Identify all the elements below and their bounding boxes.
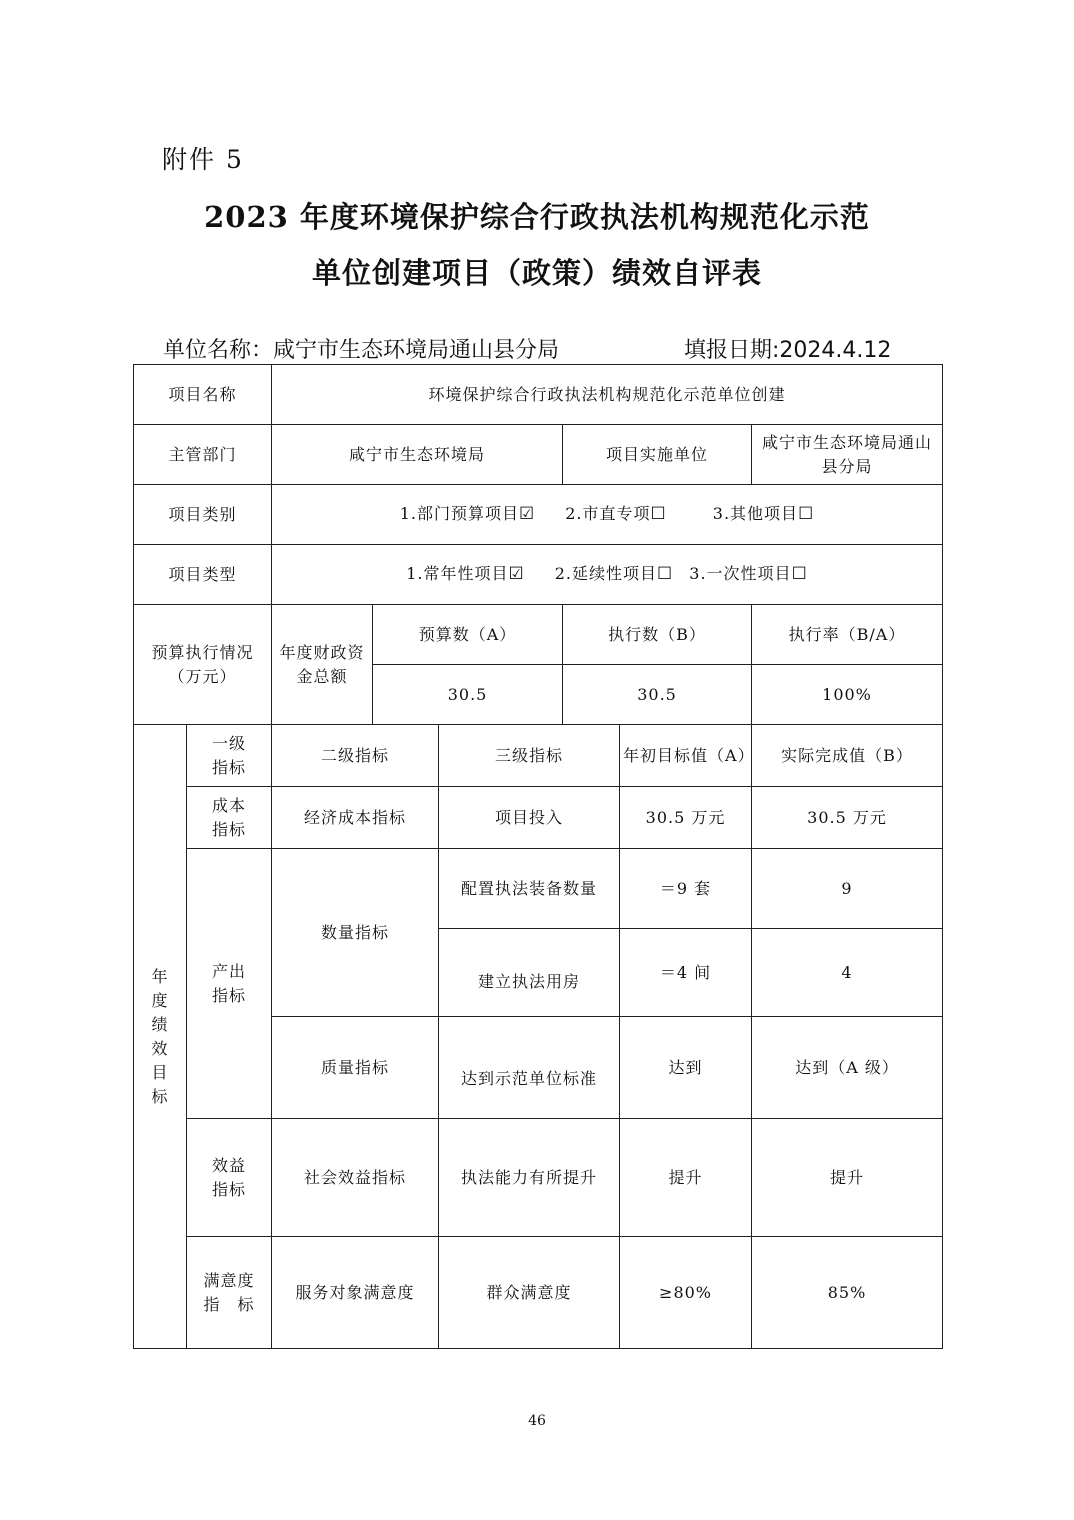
annual-funds-label: 年度财政资金总额 (272, 605, 373, 725)
level1-header: 一级指标 (187, 725, 272, 787)
cost-level2: 经济成本指标 (272, 787, 439, 849)
empty-box-icon: ☐ (798, 503, 815, 524)
row-category (134, 485, 943, 545)
row-department (134, 425, 943, 485)
benefit-target: 提升 (620, 1119, 752, 1237)
empty-box-icon: ☐ (650, 503, 667, 524)
rate-value: 100% (752, 665, 943, 725)
level3-header: 三级指标 (439, 725, 620, 787)
budget-a-value: 30.5 (373, 665, 563, 725)
q1-target: ＝9 套 (620, 849, 752, 929)
exec-b-value: 30.5 (563, 665, 752, 725)
page-title-line1: 2023 年度环境保护综合行政执法机构规范化示范 (204, 200, 870, 234)
row-goal-header (134, 725, 943, 787)
cost-actual: 30.5 万元 (752, 787, 943, 849)
row-satisfaction (134, 1237, 943, 1349)
actual-header: 实际完成值（B） (752, 725, 943, 787)
output-label: 产出指标 (187, 849, 272, 1119)
level2-header: 二级指标 (272, 725, 439, 787)
exec-b-label: 执行数（B） (563, 605, 752, 665)
page-number: 46 (528, 1413, 546, 1429)
row-benefit (134, 1119, 943, 1237)
category-options (272, 485, 943, 545)
quality-label: 质量指标 (272, 1017, 439, 1119)
cost-label: 成本指标 (187, 787, 272, 849)
satisfaction-target: ≥80% (620, 1237, 752, 1349)
satisfaction-label: 满意度指 标 (187, 1237, 272, 1349)
category-option-2: 2.市直专项 (565, 503, 651, 523)
budget-a-label: 预算数（A） (373, 605, 563, 665)
quality-target: 达到 (620, 1017, 752, 1119)
quality-level3: 达到示范单位标准 (439, 1017, 620, 1119)
row-cost (134, 787, 943, 849)
fill-date: 填报日期:2024.4.12 (684, 338, 892, 363)
benefit-label: 效益指标 (187, 1119, 272, 1237)
benefit-actual: 提升 (752, 1119, 943, 1237)
unit-name: 单位名称：咸宁市生态环境局通山县分局 (163, 338, 560, 363)
empty-box-icon: ☐ (657, 563, 674, 584)
q2-level3: 建立执法用房 (439, 929, 620, 1017)
type-option-2: 2.延续性项目 (554, 563, 658, 583)
quantity-label: 数量指标 (272, 849, 439, 1017)
category-option-1: 1.部门预算项目 (399, 503, 519, 523)
quality-actual: 达到（A 级） (752, 1017, 943, 1119)
dept-label: 主管部门 (134, 425, 272, 485)
row-quantity-1 (134, 849, 943, 929)
checked-box-icon: ☑ (519, 503, 536, 524)
q1-actual: 9 (752, 849, 943, 929)
satisfaction-actual: 85% (752, 1237, 943, 1349)
evaluation-table (133, 364, 943, 1349)
cost-level3: 项目投入 (439, 787, 620, 849)
category-option-3: 3.其他项目 (712, 503, 799, 523)
budget-label: 预算执行情况（万元） (134, 605, 272, 725)
row-project-name (134, 365, 943, 425)
type-options (272, 545, 943, 605)
impl-value: 咸宁市生态环境局通山县分局 (752, 425, 943, 485)
page-title-line2: 单位创建项目（政策）绩效自评表 (311, 256, 762, 290)
category-label: 项目类别 (134, 485, 272, 545)
row-type (134, 545, 943, 605)
q2-target: ＝4 间 (620, 929, 752, 1017)
impl-label: 项目实施单位 (563, 425, 752, 485)
project-name-label: 项目名称 (134, 365, 272, 425)
empty-box-icon: ☐ (791, 563, 808, 584)
type-label: 项目类型 (134, 545, 272, 605)
goal-label: 年度绩效目标 (134, 725, 187, 1349)
type-option-1: 1.常年性项目 (406, 563, 509, 583)
row-budget-header (134, 605, 943, 665)
benefit-level3: 执法能力有所提升 (439, 1119, 620, 1237)
satisfaction-level2: 服务对象满意度 (272, 1237, 439, 1349)
type-option-3: 3.一次性项目 (689, 563, 792, 583)
satisfaction-level3: 群众满意度 (439, 1237, 620, 1349)
attachment-label: 附件 5 (162, 145, 244, 174)
project-name-value: 环境保护综合行政执法机构规范化示范单位创建 (272, 365, 943, 425)
q2-actual: 4 (752, 929, 943, 1017)
cost-target: 30.5 万元 (620, 787, 752, 849)
benefit-level2: 社会效益指标 (272, 1119, 439, 1237)
dept-value: 咸宁市生态环境局 (272, 425, 563, 485)
target-header: 年初目标值（A） (620, 725, 752, 787)
q1-level3: 配置执法装备数量 (439, 849, 620, 929)
checked-box-icon: ☑ (508, 563, 525, 584)
rate-label: 执行率（B/A） (752, 605, 943, 665)
